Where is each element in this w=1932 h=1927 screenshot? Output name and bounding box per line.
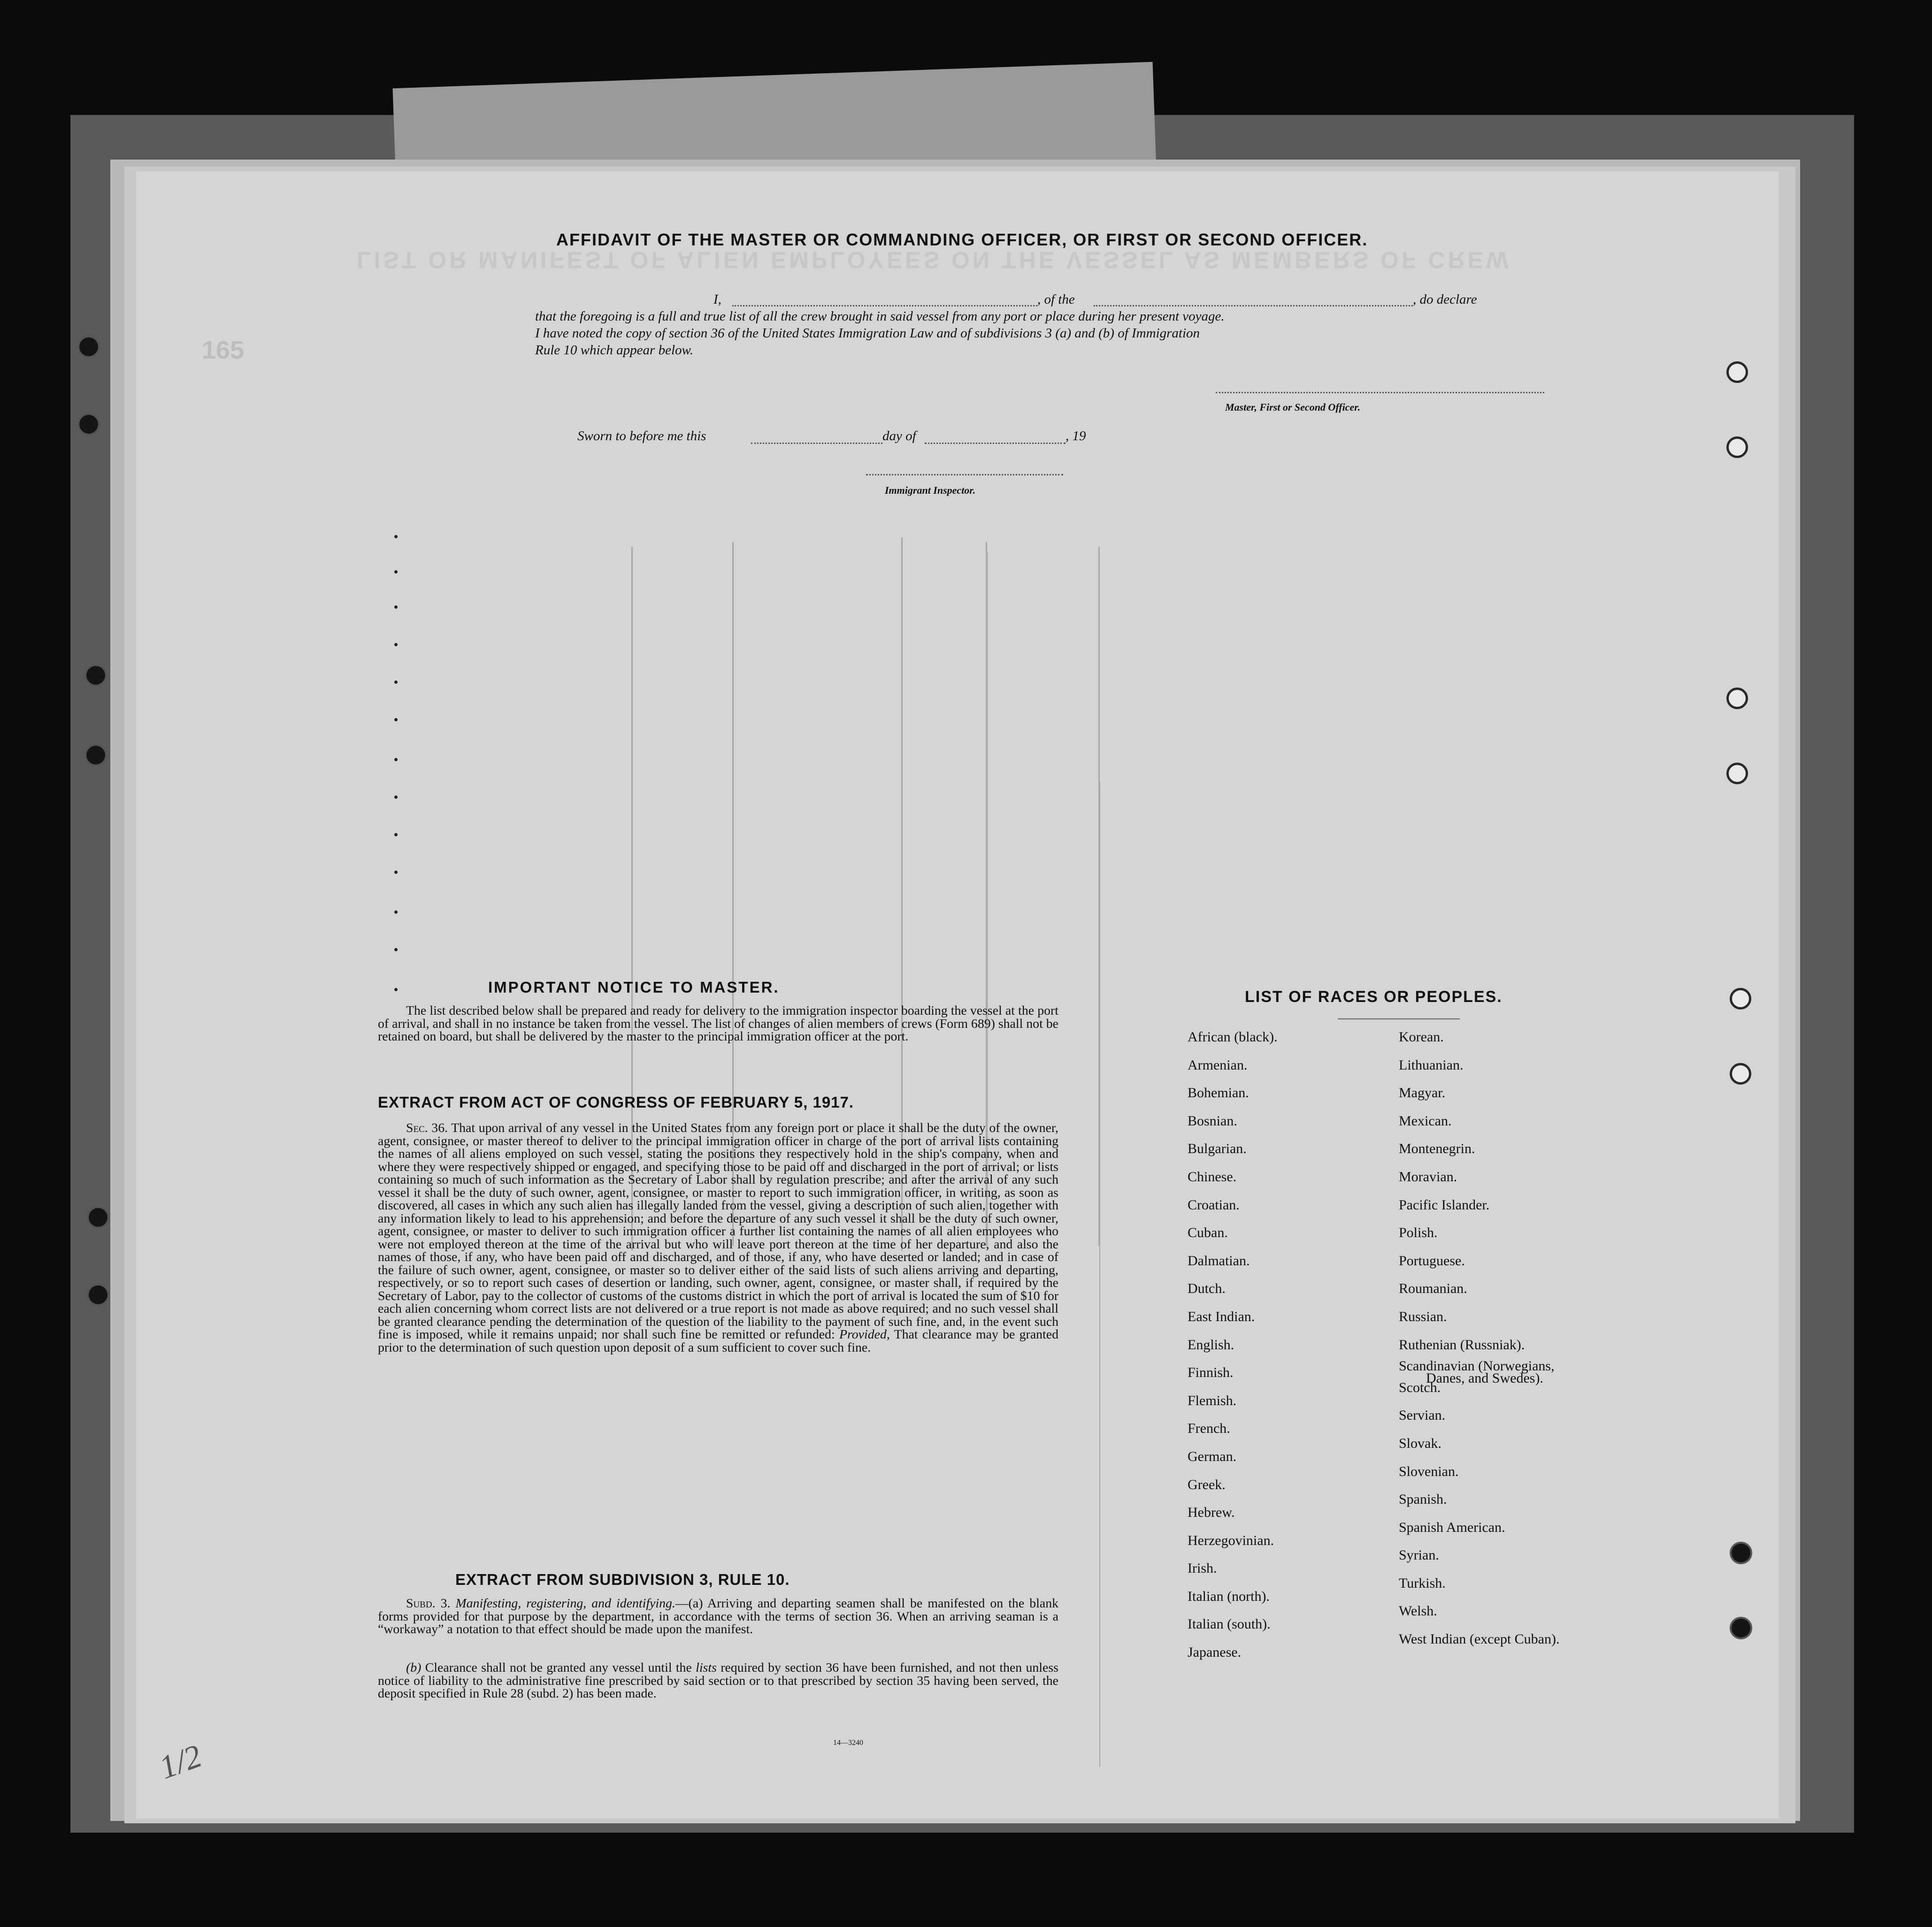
day-blank xyxy=(751,428,882,444)
para-b-label: (b) xyxy=(406,1660,422,1675)
race-item: Finnish. xyxy=(1188,1365,1234,1381)
race-item: Dalmatian. xyxy=(1188,1253,1250,1269)
race-item: Bulgarian. xyxy=(1188,1141,1247,1157)
rule-extract-para-a xyxy=(378,1597,1058,1636)
race-item: Spanish. xyxy=(1399,1491,1447,1507)
races-list-left xyxy=(1188,1030,1278,1674)
reverse-side-print-through: LIST OR MANIFEST OF ALIEN EMPLOYEES ON THE VESSEL AS MEMBERS OF CREW xyxy=(357,247,1511,273)
section-label: Sec. 36. xyxy=(406,1121,448,1135)
inspector-signature-blank xyxy=(866,474,1063,475)
row-marker xyxy=(394,948,398,951)
race-item: Ruthenian (Russniak). xyxy=(1399,1337,1525,1353)
row-marker xyxy=(394,718,398,721)
row-marker xyxy=(394,605,398,609)
row-marker xyxy=(394,535,398,538)
inspector-caption: Immigrant Inspector. xyxy=(885,484,976,496)
race-item: Hebrew. xyxy=(1188,1505,1235,1521)
race-item: English. xyxy=(1188,1337,1234,1353)
affidavit-line-2: that the foregoing is a full and true list of all the crew brought in said vessel from any port or place during her present voyage. xyxy=(535,309,1225,324)
sworn-line xyxy=(577,428,1234,447)
rule-extract-title: EXTRACT FROM SUBDIVISION 3, RULE 10. xyxy=(455,1571,790,1588)
race-item: Roumanian. xyxy=(1399,1281,1467,1297)
race-item: Flemish. xyxy=(1188,1392,1237,1408)
row-marker xyxy=(394,910,398,914)
affidavit-statement xyxy=(535,291,1582,359)
race-item: Slovenian. xyxy=(1399,1463,1459,1479)
race-item: Chinese. xyxy=(1188,1169,1237,1185)
race-item: Italian (north). xyxy=(1188,1588,1270,1604)
act-extract-body xyxy=(378,1122,1058,1354)
row-marker xyxy=(394,988,398,991)
section-36-text-end: That clearance may be granted prior to the determination of such question upon deposit of a sum sufficient to cover such fine. xyxy=(378,1327,1059,1355)
race-item: West Indian (except Cuban). xyxy=(1399,1631,1560,1647)
row-marker xyxy=(394,795,398,799)
subd-label: Subd. 3. xyxy=(406,1596,451,1611)
punch-hole-icon xyxy=(1730,1063,1751,1085)
punch-hole-icon xyxy=(1730,1542,1752,1564)
notice-body: The list described below shall be prepared and ready for delivery to the immigration inspector boarding the vessel at the port of arrival, and shall in no instance be taken from the vessel. The list of changes of alien members of crews (Form 689) shall not be retained on board, but shall be delivered by the master to the principal immigration officer at the port. xyxy=(378,1003,1058,1044)
race-item: German. xyxy=(1188,1448,1237,1464)
row-marker xyxy=(394,871,398,874)
row-marker xyxy=(394,643,398,646)
ghost-page-number: 165 xyxy=(202,336,245,364)
races-title-rule xyxy=(1338,1018,1460,1019)
race-item: Syrian. xyxy=(1399,1547,1439,1563)
races-title: LIST OF RACES OR PEOPLES. xyxy=(1245,988,1503,1006)
race-item: Dutch. xyxy=(1188,1281,1226,1297)
race-item: Welsh. xyxy=(1399,1603,1437,1619)
race-item: Herzegovinian. xyxy=(1188,1532,1274,1548)
affidavit-line-1 xyxy=(535,291,1582,308)
binder-hole-icon xyxy=(77,336,100,358)
affidavit-i: I, xyxy=(713,292,721,307)
race-item: Greek. xyxy=(1188,1476,1226,1492)
race-item: African (black). xyxy=(1188,1029,1278,1045)
race-item: Servian. xyxy=(1399,1407,1446,1423)
race-item: East Indian. xyxy=(1188,1308,1255,1324)
race-item: Spanish American. xyxy=(1399,1519,1505,1535)
signature-blank xyxy=(1216,392,1544,393)
race-item: Moravian. xyxy=(1399,1169,1457,1185)
race-item: Korean. xyxy=(1399,1029,1444,1045)
ghost-column-line xyxy=(1099,781,1100,1767)
rule-extract-para-b xyxy=(378,1661,1058,1700)
notice-title: IMPORTANT NOTICE TO MASTER. xyxy=(488,979,780,996)
affidavit-of-the: , of the xyxy=(1037,292,1075,307)
race-item: Russian. xyxy=(1399,1308,1447,1324)
affidavit-line-3: I have noted the copy of section 36 of the United States Immigration Law and of subdivisions 3 (a) and (b) of Immigration xyxy=(535,326,1200,341)
punch-hole-icon xyxy=(1726,361,1748,383)
subd-italic: Manifesting, registering, and identifying. xyxy=(455,1596,675,1611)
section-36-text: That upon arrival of any vessel in the United States from any foreign port or place it shall be the duty of the owner, agent, consignee, or master thereof to deliver to the principal immigration officer in charge of the port of arrival lists containing the names of all aliens employed on such vessel, stating the positions they respectively hold in the ship's company, when and where they were respectively shipped or engaged, and specifying those to be paid off and discharged in the port of arrival; or lists containing so much of such information as the Secretary of Labor shall by regulation prescribe; and after the arrival of any such vessel it shall be the duty of such owner, agent, consignee, or master to report to such immigration officer, in writing, as soon as discovered, all cases in which any such alien has illegally landed from the vessel, giving a description of such alien, together with any information likely to lead to his apprehension; and before the departure of any such vessel it shall be the duty of such owner, agent, consignee, or master to deliver to such immigration officer a further list containing the names of all alien employees who were not employed thereon at the time of the arrival but who will leave port thereon at the time of her departure, and also the names of those, if any, who have been paid off and discharged, and of those, if any, who have deserted or landed; and in case of the failure of such owner, agent, consignee, or master so to deliver either of the said lists of such aliens arriving and departing, respectively, or so to report such cases of desertion or landing, such owner, agent, consignee, or master shall, if required by the Secretary of Labor, pay to the collector of customs of the customs district in which the port of arrival is located the sum of $10 for each alien concerning whom correct lists are not delivered or a true report is not made as above required; and no such vessel shall be granted clearance pending the determination of the question of the liability to the payment of such fine, and, in the event such fine is imposed, while it remains unpaid; nor shall such fine be remitted or refunded: xyxy=(378,1121,1058,1342)
race-item: French. xyxy=(1188,1421,1230,1437)
act-extract-title: EXTRACT FROM ACT OF CONGRESS OF FEBRUARY 5, 1917. xyxy=(378,1093,854,1111)
race-item-label: Scandinavian (Norwegians, xyxy=(1399,1358,1555,1374)
row-marker xyxy=(394,833,398,836)
race-item: Scotch. xyxy=(1399,1379,1441,1395)
binder-hole-icon xyxy=(87,1206,109,1229)
races-list-right xyxy=(1399,1030,1559,1660)
race-item: Pacific Islander. xyxy=(1399,1197,1490,1213)
punch-hole-icon xyxy=(1726,436,1748,458)
race-item: Lithuanian. xyxy=(1399,1057,1464,1073)
provided-text: Provided, xyxy=(839,1327,890,1342)
vessel-blank xyxy=(1094,291,1413,306)
sworn-text: Sworn to before me this xyxy=(577,428,706,444)
punch-hole-icon xyxy=(1730,988,1751,1009)
row-marker xyxy=(394,758,398,761)
para-b-text-1: Clearance shall not be granted any vessel until the xyxy=(425,1660,692,1675)
affidavit-declare: , do declare xyxy=(1413,292,1477,307)
race-item: Polish. xyxy=(1399,1225,1438,1241)
race-item: Japanese. xyxy=(1188,1644,1242,1660)
race-item: Slovak. xyxy=(1399,1435,1441,1451)
race-item: Italian (south). xyxy=(1188,1616,1271,1632)
race-item: Bosnian. xyxy=(1188,1113,1237,1129)
year-prefix: , 19 xyxy=(1066,428,1086,444)
row-marker xyxy=(394,681,398,684)
race-item-continuation: Danes, and Swedes). xyxy=(1426,1370,1543,1386)
handwritten-mark: 1/2 xyxy=(154,1738,207,1787)
punch-hole-icon xyxy=(1726,763,1748,784)
affidavit-page xyxy=(136,171,1779,1819)
row-marker xyxy=(394,570,398,574)
day-of-text: day of xyxy=(882,428,916,444)
race-item: Turkish. xyxy=(1399,1575,1446,1591)
affidavit-line-4: Rule 10 which appear below. xyxy=(535,343,693,358)
punch-hole-icon xyxy=(1730,1617,1752,1639)
race-item: Bohemian. xyxy=(1188,1085,1249,1101)
race-item: Croatian. xyxy=(1188,1197,1240,1213)
race-item: Mexican. xyxy=(1399,1113,1452,1129)
para-a-text: —(a) Arriving and departing seamen shall be manifested on the blank forms provided for that purpose by the department, in accordance with the terms of section 36. When an arriving seaman is a “workaway” a notation to that effect should be made upon the manifest. xyxy=(378,1596,1058,1636)
binder-hole-icon xyxy=(84,664,107,687)
name-blank xyxy=(732,291,1037,306)
signature-caption: Master, First or Second Officer. xyxy=(1225,401,1361,413)
binder-hole-icon xyxy=(77,413,100,436)
race-item: Portuguese. xyxy=(1399,1253,1465,1269)
race-item: Magyar. xyxy=(1399,1085,1446,1101)
race-item: Armenian. xyxy=(1188,1057,1248,1073)
race-item: Cuban. xyxy=(1188,1225,1228,1241)
binder-hole-icon xyxy=(84,744,107,766)
form-number: 14—3240 xyxy=(833,1739,863,1747)
binder-hole-icon xyxy=(87,1284,109,1306)
para-b-text-2: required by section 36 have been furnished, and not then unless notice of liability to the administrative fine prescribed by said section or to that prescribed by section 35 having been served, the deposit specified in Rule 28 (subd. 2) has been made. xyxy=(378,1660,1058,1701)
punch-hole-icon xyxy=(1726,688,1748,709)
race-item: Montenegrin. xyxy=(1399,1141,1475,1157)
month-blank xyxy=(925,428,1066,444)
para-b-lists: lists xyxy=(696,1660,717,1675)
race-item: Irish. xyxy=(1188,1560,1217,1576)
affidavit-title: AFFIDAVIT OF THE MASTER OR COMMANDING OFFICER, OR FIRST OR SECOND OFFICER. xyxy=(556,230,1368,249)
